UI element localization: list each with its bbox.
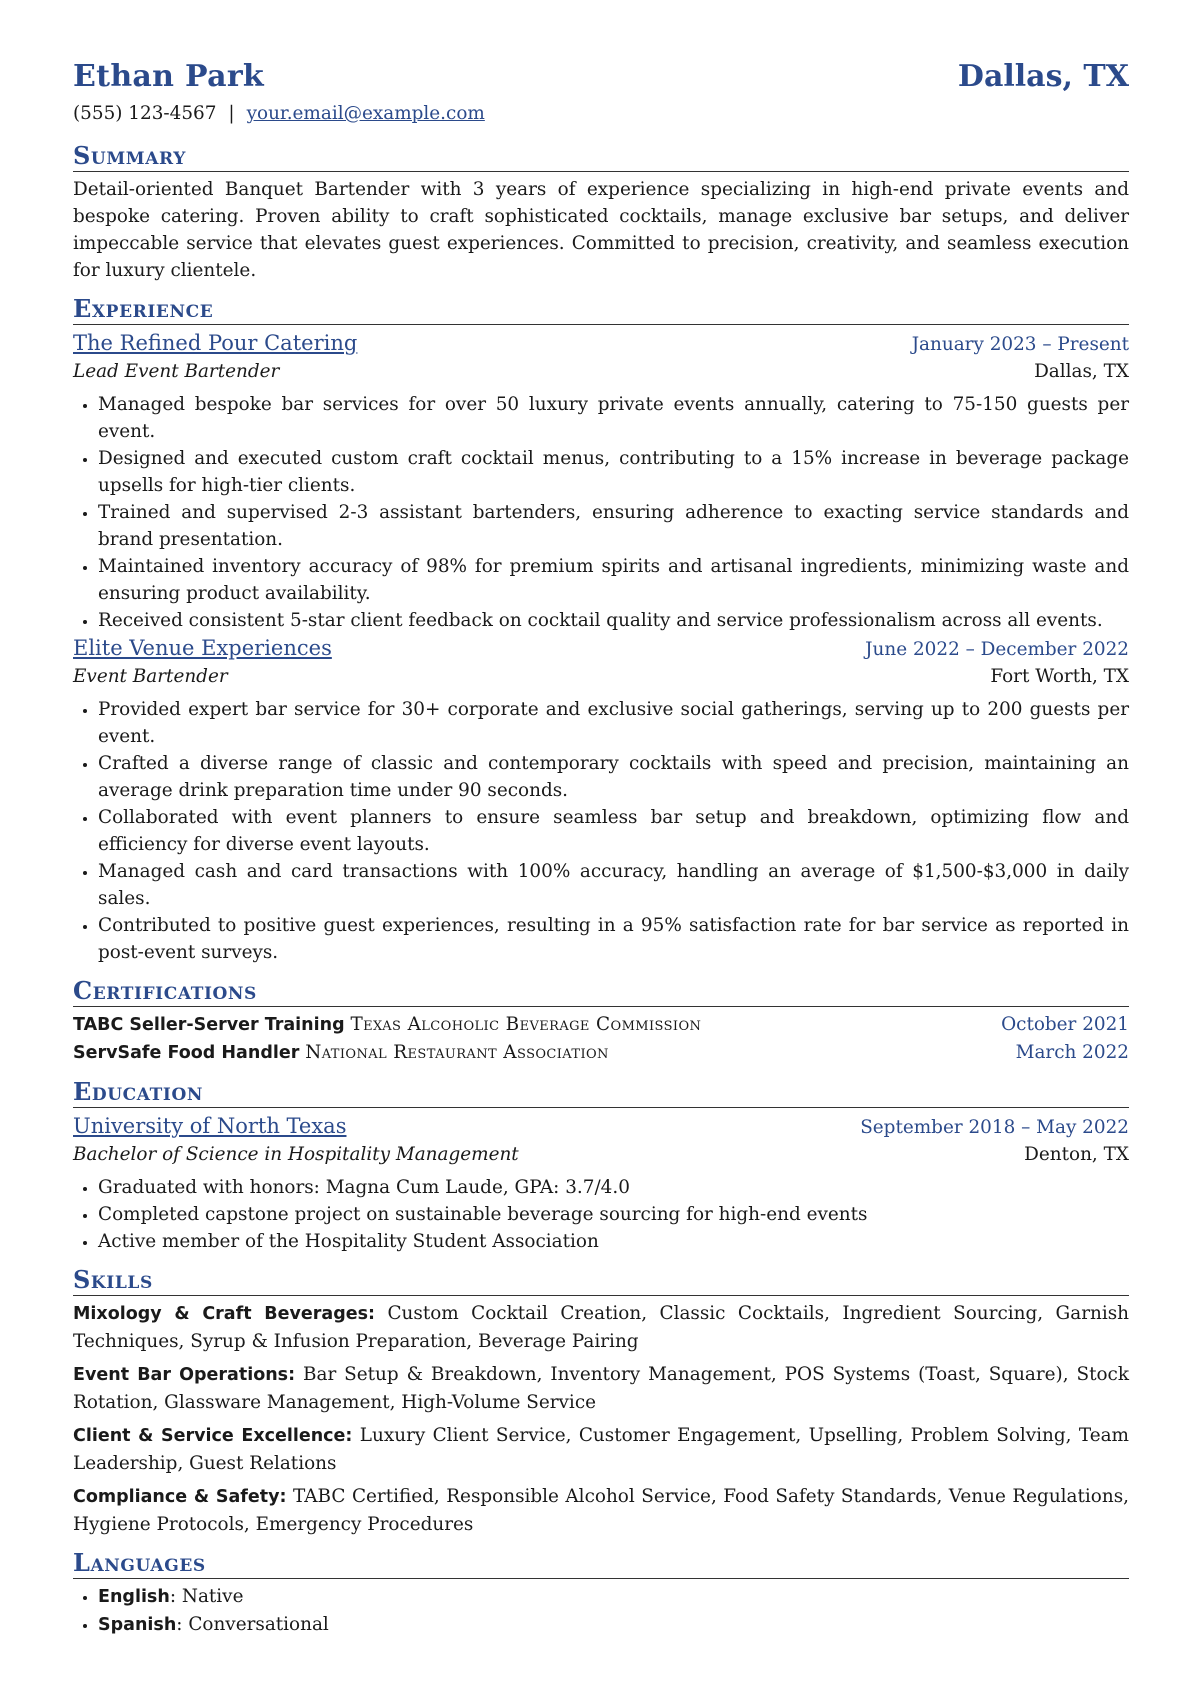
certification-row [73,1039,1129,1067]
certification-date: March 2022 [1015,1042,1129,1063]
list-item: • Maintained inventory accuracy of 98% for premium spirits and artisanal ingredients, minimizing waste and ensuring product availability. [98,553,1129,607]
skill-text: Luxury Client Service, Customer Engagement, Upselling, Problem Solving, Team Leadership, Guest Relations [73,1425,1129,1474]
certification-name: ServSafe Food Handler [73,1043,300,1063]
phone: (555) 123-4567 [73,103,217,124]
list-item: • Active member of the Hospitality Student Association [98,1228,1129,1255]
job-entry [73,634,1129,966]
job-dates: June 2022 – December 2022 [865,639,1129,660]
degree: Bachelor of Science in Hospitality Management [73,1144,519,1165]
job-location: Dallas, TX [1034,361,1129,382]
language-list [73,1583,1129,1639]
job-title: Event Bartender [73,666,228,687]
skill-group [73,1422,1129,1477]
skill-group [73,1300,1129,1355]
skill-text: TABC Certified, Responsible Alcohol Service, Food Safety Standards, Venue Regulations, Hygiene Protocols, Emergency Procedures [73,1486,1129,1535]
section-title-languages: Languages [73,1548,1129,1579]
section-title-certifications: Certifications [73,976,1129,1007]
language-name: Spanish [98,1615,177,1635]
language-level: : Conversational [176,1614,329,1635]
list-item: • Graduated with honors: Magna Cum Laude, GPA: 3.7/4.0 [98,1174,1129,1201]
contact-line [73,100,1129,127]
certification-name: TABC Seller-Server Training [73,1015,345,1035]
company-name[interactable]: The Refined Pour Catering [73,331,358,355]
candidate-name: Ethan Park [73,59,265,94]
certification-date: October 2021 [1001,1014,1129,1035]
certification-org: National Restaurant Association [305,1042,609,1063]
language-name: English [98,1587,170,1607]
school-name[interactable]: University of North Texas [73,1114,347,1138]
list-item: • Managed bespoke bar services for over 50 luxury private events annually, catering to 75-150 guests per event. [98,391,1129,445]
list-item: • Crafted a diverse range of classic and contemporary cocktails with speed and precision, maintaining an average drink preparation time under 90 seconds. [98,750,1129,804]
section-title-skills: Skills [73,1265,1129,1296]
job-dates: January 2023 – Present [911,334,1129,355]
list-item: • Collaborated with event planners to ensure seamless bar setup and breakdown, optimizing flow and efficiency for diverse event layouts. [98,804,1129,858]
list-item: • Trained and supervised 2-3 assistant bartenders, ensuring adherence to exacting service standards and brand presentation. [98,499,1129,553]
header-location: Dallas, TX [957,59,1129,94]
education-location: Denton, TX [1024,1144,1129,1165]
section-title-education: Education [73,1077,1129,1108]
skill-text: Bar Setup & Breakdown, Inventory Management, POS Systems (Toast, Square), Stock Rotation, Glassware Management, High-Volume Service [73,1364,1129,1413]
certification-row [73,1011,1129,1039]
list-item: • Managed cash and card transactions with 100% accuracy, handling an average of $1,500-$3,000 in daily sales. [98,858,1129,912]
list-item: • Contributed to positive guest experiences, resulting in a 95% satisfaction rate for bar service as reported in post-event surveys. [98,912,1129,966]
list-item: • Designed and executed custom craft cocktail menus, contributing to a 15% increase in beverage package upsells for high-tier clients. [98,445,1129,499]
list-item [98,1583,1129,1611]
list-item: • Provided expert bar service for 30+ corporate and exclusive social gatherings, serving up to 200 guests per event. [98,696,1129,750]
skill-label: Mixology & Craft Beverages: [73,1304,376,1324]
job-entry [73,329,1129,634]
skill-label: Event Bar Operations: [73,1365,296,1385]
job-bullets [73,391,1129,634]
language-level: : Native [169,1586,244,1607]
header [73,58,1129,96]
job-location: Fort Worth, TX [990,666,1129,687]
list-item: • Completed capstone project on sustainable beverage sourcing for high-end events [98,1201,1129,1228]
resume-page [73,58,1129,1639]
contact-separator: | [228,103,235,124]
list-item: • Received consistent 5-star client feedback on cocktail quality and service professionalism across all events. [98,607,1129,634]
section-title-experience: Experience [73,294,1129,325]
list-item [98,1611,1129,1639]
section-title-summary: Summary [73,141,1129,172]
certification-org: Texas Alcoholic Beverage Commission [350,1014,702,1035]
job-title: Lead Event Bartender [73,361,280,382]
job-bullets [73,696,1129,966]
skill-group [73,1483,1129,1538]
skill-text: Custom Cocktail Creation, Classic Cocktails, Ingredient Sourcing, Garnish Techniques, Syrup & Infusion Preparation, Beverage Pairing [73,1303,1129,1352]
education-bullets [73,1174,1129,1255]
education-dates: September 2018 – May 2022 [860,1117,1129,1138]
skill-group [73,1361,1129,1416]
email-link[interactable]: your.email@example.com [246,103,485,124]
skill-label: Client & Service Excellence: [73,1426,353,1446]
skill-label: Compliance & Safety: [73,1487,287,1507]
company-name[interactable]: Elite Venue Experiences [73,636,332,660]
summary-text: Detail-oriented Banquet Bartender with 3 years of experience specializing in high-end private events and bespoke catering. Proven ability to craft sophisticated cocktails, manage exclusive bar setups, and deliver impeccable service that elevates guest experiences. Committed to precision, creativity, and seamless execution for luxury clientele. [73,179,1129,281]
